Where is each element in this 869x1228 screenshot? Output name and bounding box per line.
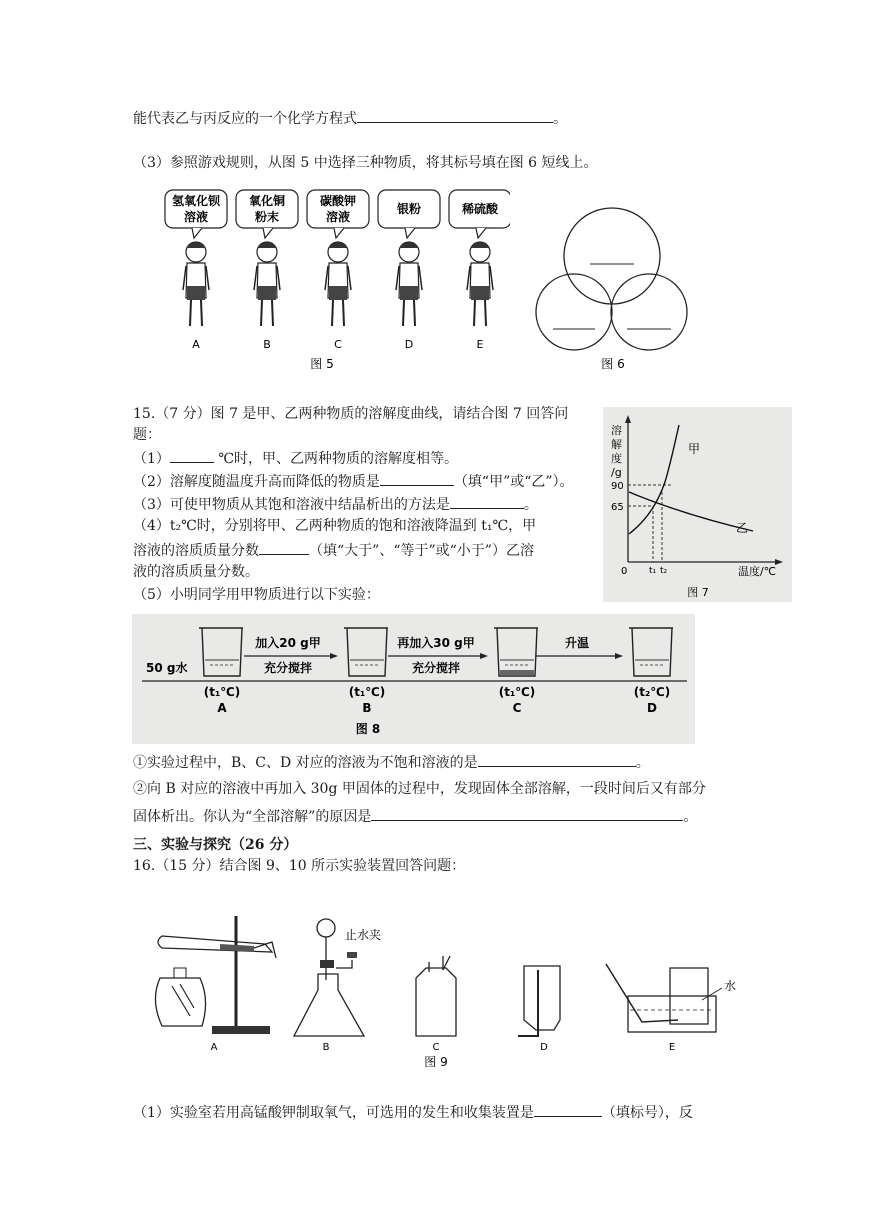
shorts xyxy=(329,286,347,300)
label-B: B xyxy=(322,1042,330,1053)
answer-blank[interactable] xyxy=(259,540,309,555)
beaker-A xyxy=(199,628,243,715)
figure-9-caption: 图 9 xyxy=(424,1055,448,1068)
q15-3-line xyxy=(133,494,538,514)
q15-2-line xyxy=(133,471,574,491)
bubble-line-1: 氢氧化钡 xyxy=(171,194,221,208)
curve-yi xyxy=(629,492,753,531)
section-3-heading: 三、实验与探究（26 分） xyxy=(133,837,298,853)
person-label: B xyxy=(263,338,271,351)
answer-blank[interactable] xyxy=(170,448,214,463)
q14-3-line: （3）参照游戏规则，从图 5 中选择三种物质，将其标号填在图 6 短线上。 xyxy=(133,155,598,171)
text: 。 xyxy=(523,497,538,513)
person-label: D xyxy=(404,338,414,351)
figure-8-caption: 图 8 xyxy=(355,722,381,736)
text: 能代表乙与丙反应的一个化学方程式 xyxy=(133,111,357,127)
shorts xyxy=(400,286,418,300)
label-E: E xyxy=(668,1042,676,1053)
bubble-line-2: 粉末 xyxy=(254,210,280,224)
q15-c2-line: ②向 B 对应的溶液中再加入 30g 甲固体的过程中，发现固体全部溶解，一段时间后又有部分 xyxy=(133,781,706,797)
text: 溶液的溶质质量分数 xyxy=(133,543,259,559)
beaker-body xyxy=(202,628,242,676)
clamp-label: 止水夹 xyxy=(345,928,382,942)
q15-4-line-3: 液的溶质质量分数。 xyxy=(133,564,259,580)
hair xyxy=(328,242,348,248)
shorts xyxy=(258,286,276,300)
answer-blank[interactable] xyxy=(380,471,454,486)
beaker-label: B xyxy=(362,701,372,715)
arrow-3-head xyxy=(615,653,623,659)
q15-4-line: （4）t₂℃时，分别将甲、乙两种物质的饱和溶液降温到 t₁℃，甲 xyxy=(133,518,537,534)
figure-6 xyxy=(535,198,695,378)
answer-blank[interactable] xyxy=(357,108,553,123)
legs xyxy=(190,300,202,326)
text: （2）溶解度随温度升高而降低的物质是 xyxy=(133,474,380,490)
person-label: E xyxy=(476,338,484,351)
water-label: 50 g水 xyxy=(146,661,188,675)
figure-6-caption: 图 6 xyxy=(601,357,625,371)
series-jia-label: 甲 xyxy=(688,442,701,456)
q15-c2-line-2 xyxy=(133,806,697,826)
bubble-line-2: 溶液 xyxy=(325,210,351,224)
x-tick-t2: t₂ xyxy=(660,566,668,576)
circle-top xyxy=(564,208,660,304)
text: 。 xyxy=(553,111,567,127)
y-label-3: 度 xyxy=(611,452,622,465)
q15-4-line-2 xyxy=(133,540,534,560)
bubble-line-2: 溶液 xyxy=(183,210,209,224)
answer-blank[interactable] xyxy=(371,806,683,821)
apparatus-A xyxy=(155,916,276,1053)
person-A xyxy=(165,190,227,351)
text: （填标号），反 xyxy=(601,1105,693,1121)
shorts xyxy=(187,286,205,300)
bubble-line-1: 氧化铜 xyxy=(248,194,286,208)
bubble-tail xyxy=(263,228,273,238)
q15-5-line: （5）小明同学用甲物质进行以下实验： xyxy=(133,587,380,603)
q15-1-line xyxy=(133,448,458,468)
beaker-temp: (t₁℃) xyxy=(498,685,536,699)
text: ℃时，甲、乙两种物质的溶解度相等。 xyxy=(218,451,459,467)
beaker-body xyxy=(347,628,387,676)
shorts xyxy=(471,286,489,300)
label-D: D xyxy=(540,1042,548,1053)
beaker-body xyxy=(497,628,537,676)
curve-jia xyxy=(629,425,679,534)
text: （填“大于”、“等于”或“小于”）乙溶 xyxy=(309,543,534,559)
bubble-tail xyxy=(405,228,415,238)
text: 。 xyxy=(635,755,650,771)
beaker-body xyxy=(632,628,672,676)
apparatus-D xyxy=(518,966,560,1053)
text: （3）可使甲物质从其饱和溶液中结晶析出的方法是 xyxy=(133,497,450,513)
figure-9 xyxy=(150,908,740,1068)
legs xyxy=(403,300,415,326)
arrow-1-head xyxy=(330,653,338,659)
x-label: 温度/℃ xyxy=(738,565,777,578)
beaker-temp: (t₁℃) xyxy=(203,685,241,699)
text: 。 xyxy=(683,809,698,825)
beaker-temp: (t₂℃) xyxy=(633,685,671,699)
label-C: C xyxy=(432,1042,440,1053)
answer-blank[interactable] xyxy=(534,1102,602,1117)
series-yi-label: 乙 xyxy=(736,521,749,535)
q16-intro: 16.（15 分）结合图 9、10 所示实验装置回答问题： xyxy=(133,858,466,874)
figure-8 xyxy=(132,614,695,744)
apparatus-B xyxy=(294,919,381,1053)
y-tick-65: 65 xyxy=(611,502,624,513)
answer-blank[interactable] xyxy=(450,494,524,509)
legs xyxy=(261,300,273,326)
q15-c1-line xyxy=(133,752,650,772)
text: 固体析出。你认为“全部溶解”的原因是 xyxy=(133,809,372,825)
person-D xyxy=(378,190,440,351)
bubble-tail xyxy=(476,228,486,238)
figure-5-caption: 图 5 xyxy=(310,357,334,371)
person-E xyxy=(449,190,510,351)
bubble-line-1: 银粉 xyxy=(396,202,422,216)
y-tick-90: 90 xyxy=(611,481,624,492)
bubble-line-1: 稀硫酸 xyxy=(461,202,499,216)
q14-equation-line xyxy=(133,108,567,128)
y-label-4: /g xyxy=(611,466,622,479)
beaker-B xyxy=(344,628,388,715)
apparatus-C xyxy=(416,956,456,1053)
bubble-tail xyxy=(192,228,202,238)
bubble-line-1: 碳酸钾 xyxy=(319,194,357,208)
person-C xyxy=(307,190,369,351)
hair xyxy=(399,242,419,248)
person-label: C xyxy=(334,338,342,351)
y-label-1: 溶 xyxy=(611,424,622,437)
figure-7-caption: 图 7 xyxy=(687,586,709,599)
precipitate xyxy=(500,670,534,675)
text: （1） xyxy=(133,451,170,467)
hair xyxy=(470,242,490,248)
q16-1-line xyxy=(133,1102,693,1122)
label-A: A xyxy=(210,1042,218,1053)
q15-intro: 15.（7 分）图 7 是甲、乙两种物质的溶解度曲线，请结合图 7 回答问 xyxy=(133,406,569,422)
hair xyxy=(257,242,277,248)
person-B xyxy=(236,190,298,351)
step-1-top: 加入20 g甲 xyxy=(255,636,321,650)
beaker-label: A xyxy=(217,701,227,715)
beaker-D xyxy=(629,628,673,715)
beaker-label: D xyxy=(647,701,657,715)
legs xyxy=(474,300,486,326)
q15-intro-cont: 题： xyxy=(133,427,161,443)
x-tick-t1: t₁ xyxy=(649,566,657,576)
circle-right xyxy=(611,274,687,350)
beaker-C xyxy=(494,628,538,715)
y-label-2: 解 xyxy=(611,438,622,451)
text: （填“甲”或“乙”）。 xyxy=(453,474,574,490)
beaker-temp: (t₁℃) xyxy=(348,685,386,699)
beaker-label: C xyxy=(512,701,522,715)
figure-7 xyxy=(603,407,792,602)
step-2-bottom: 充分搅拌 xyxy=(411,661,461,675)
figure-8-panel xyxy=(132,614,695,744)
apparatus-E xyxy=(606,964,736,1053)
origin-label: 0 xyxy=(621,566,628,577)
hair xyxy=(186,242,206,248)
person-label: A xyxy=(192,338,200,351)
step-2-top: 再加入30 g甲 xyxy=(397,636,475,650)
text: （1）实验室若用高锰酸钾制取氧气，可选用的发生和收集装置是 xyxy=(133,1105,534,1121)
y-axis-arrow xyxy=(625,415,631,423)
water-label-E: 水 xyxy=(724,979,737,993)
figure-7-panel xyxy=(603,407,792,602)
arrow-2-head xyxy=(480,653,488,659)
legs xyxy=(332,300,344,326)
x-axis-arrow xyxy=(775,559,783,565)
step-3-top: 升温 xyxy=(564,636,590,650)
step-1-bottom: 充分搅拌 xyxy=(263,661,313,675)
text: ①实验过程中，B、C、D 对应的溶液为不饱和溶液的是 xyxy=(133,755,478,771)
answer-blank[interactable] xyxy=(478,752,636,767)
figure-5 xyxy=(130,186,510,376)
bubble-tail xyxy=(334,228,344,238)
